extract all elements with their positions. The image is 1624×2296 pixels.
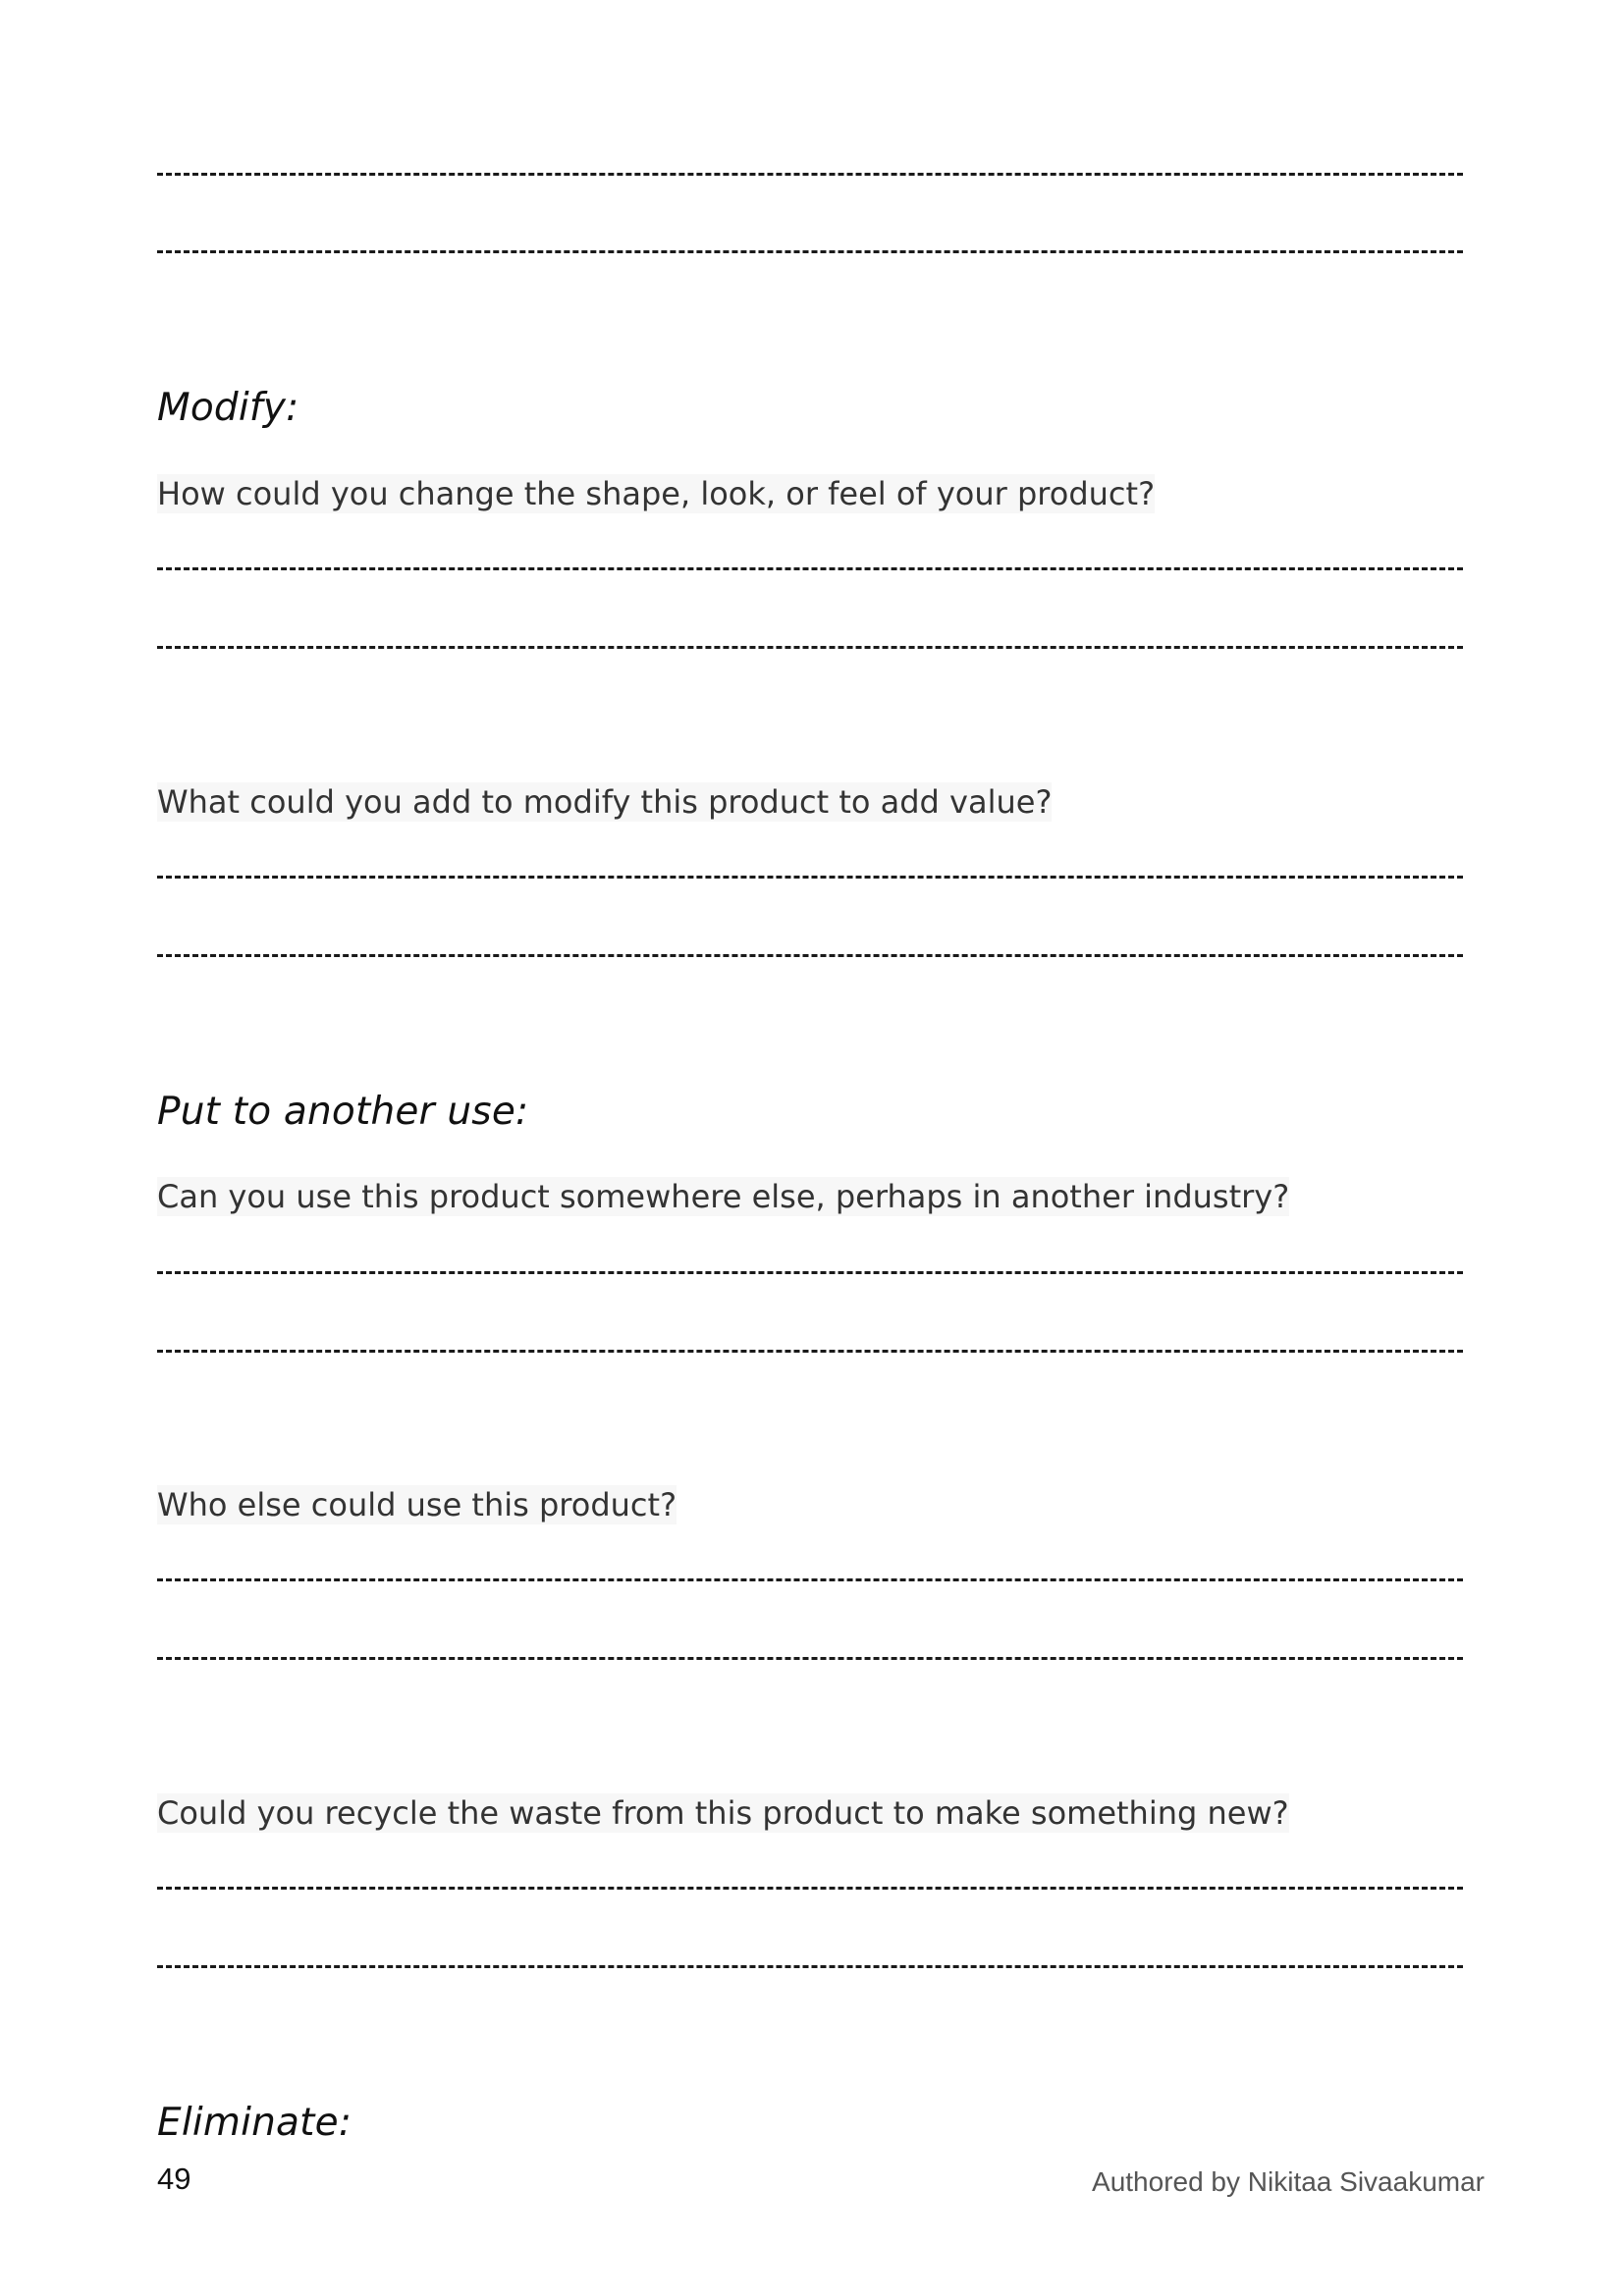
answer-line[interactable]	[157, 954, 1463, 957]
answer-line[interactable]	[157, 1578, 1463, 1581]
answer-line[interactable]	[157, 250, 1463, 253]
author-credit: Authored by Nikitaa Sivaakumar	[1092, 2166, 1485, 2197]
question-recycle-waste: Could you recycle the waste from this product to make something new?	[157, 1794, 1289, 1832]
section-heading-eliminate: Eliminate:	[157, 2101, 352, 2145]
answer-line[interactable]	[157, 1657, 1463, 1660]
answer-line[interactable]	[157, 1350, 1463, 1353]
answer-line[interactable]	[157, 1965, 1463, 1968]
answer-line[interactable]	[157, 1887, 1463, 1890]
answer-line[interactable]	[157, 646, 1463, 649]
section-heading-put-to-another-use: Put to another use:	[157, 1090, 529, 1134]
question-who-else: Who else could use this product?	[157, 1486, 677, 1523]
page-number: 49	[157, 2162, 191, 2196]
question-add-value: What could you add to modify this product to add value?	[157, 783, 1053, 821]
answer-line[interactable]	[157, 173, 1463, 176]
question-use-elsewhere: Can you use this product somewhere else, perhaps in another industry?	[157, 1178, 1290, 1215]
answer-line[interactable]	[157, 876, 1463, 879]
answer-line[interactable]	[157, 567, 1463, 570]
question-change-shape: How could you change the shape, look, or feel of your product?	[157, 475, 1156, 512]
answer-line[interactable]	[157, 1271, 1463, 1274]
section-heading-modify: Modify:	[157, 386, 299, 430]
